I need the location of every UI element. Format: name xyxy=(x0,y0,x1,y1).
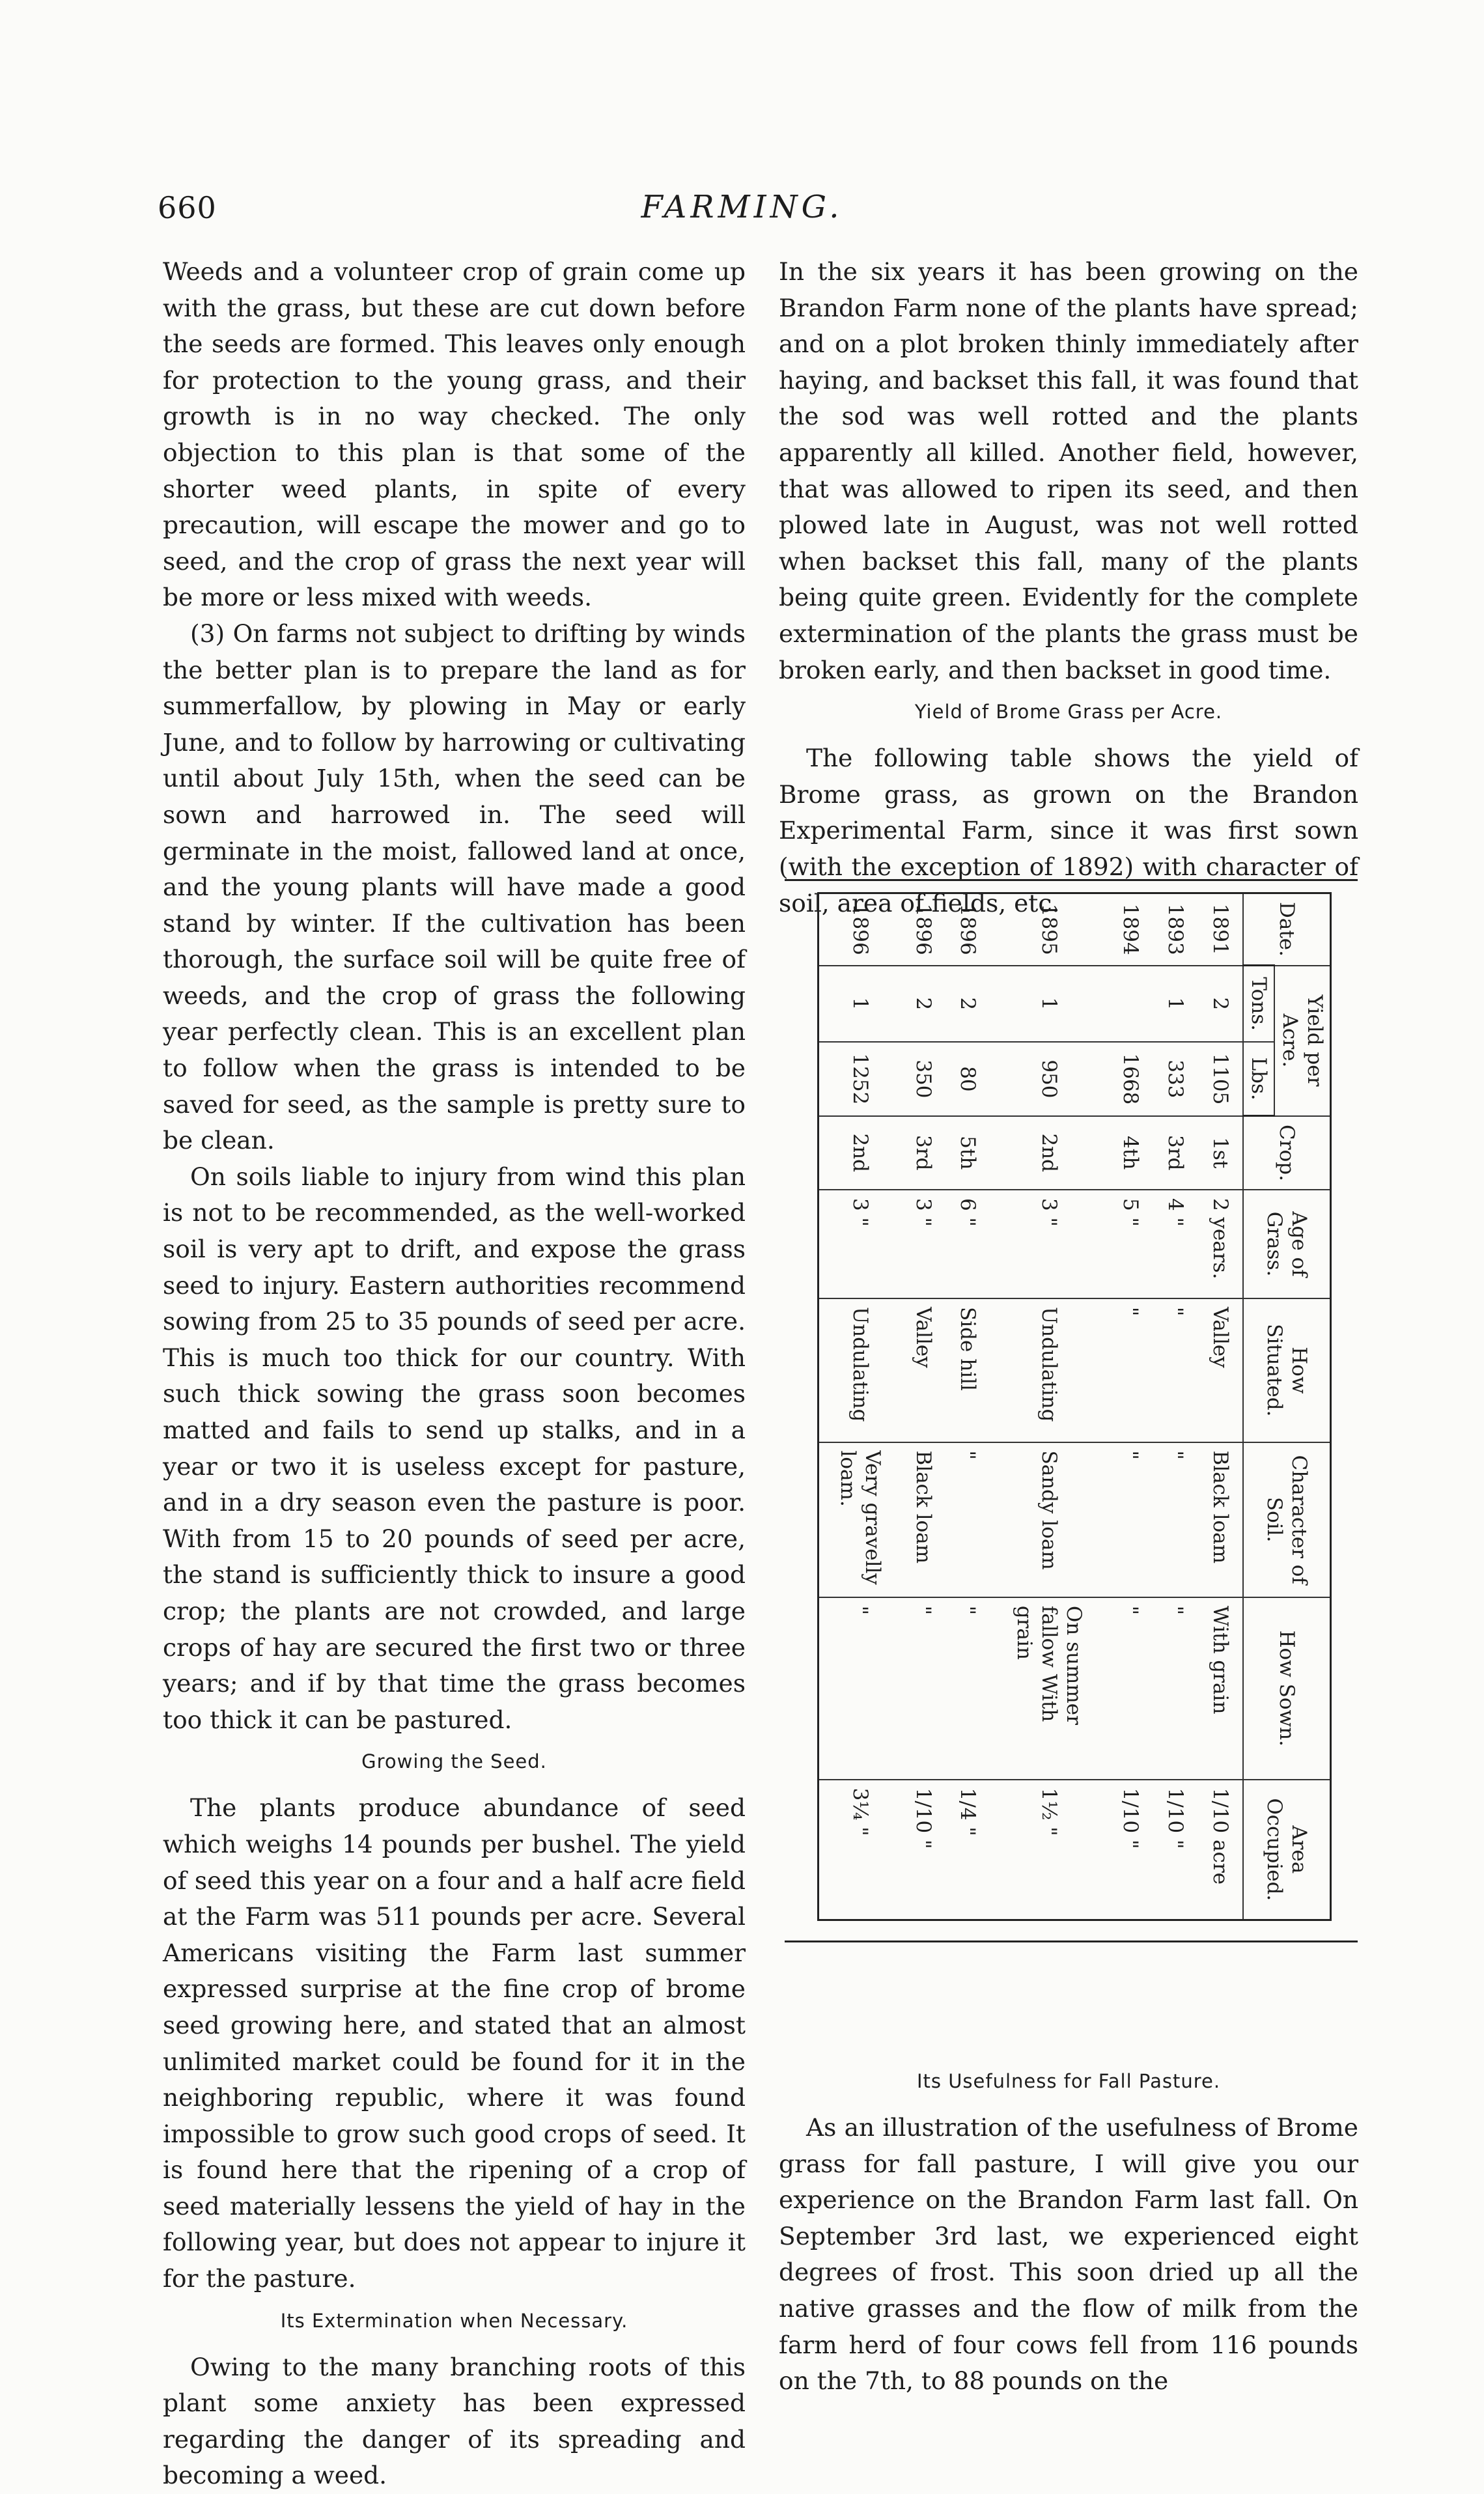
cell-soil: Black loam xyxy=(1197,1442,1243,1597)
cell-date: 1896 xyxy=(901,893,945,966)
cell-area: 1/4 " xyxy=(945,1780,990,1920)
cell-age: 2 years. xyxy=(1197,1190,1243,1298)
table-row xyxy=(819,893,901,1920)
cell-lbs: 350 xyxy=(901,1042,945,1115)
cell-area: 1½ " xyxy=(990,1780,1109,1920)
cell-sown: " xyxy=(1108,1597,1153,1780)
col-soil-header: Character of Soil. xyxy=(1243,1442,1331,1597)
section-heading: Its Usefulness for Fall Pasture. xyxy=(916,2070,1221,2093)
table-row xyxy=(901,893,945,1920)
col-situated-header: How Situated. xyxy=(1243,1298,1331,1442)
section-heading: Growing the Seed. xyxy=(361,1750,547,1773)
cell-soil: " xyxy=(1108,1442,1153,1597)
cell-crop: 3rd xyxy=(901,1116,945,1190)
cell-age: 4 " xyxy=(1153,1190,1197,1298)
cell-tons: 2 xyxy=(901,966,945,1043)
col-area-header: Area Occupied. xyxy=(1243,1780,1331,1920)
col-date-header: Date. xyxy=(1243,893,1331,966)
cell-lbs: 1252 xyxy=(819,1042,901,1115)
cell-tons: 1 xyxy=(819,966,901,1043)
cell-age: 3 " xyxy=(990,1190,1109,1298)
table-rule-top xyxy=(785,879,1358,881)
table-rule-bottom xyxy=(785,1941,1358,1942)
cell-tons: 2 xyxy=(945,966,990,1043)
cell-sown: " xyxy=(1153,1597,1197,1780)
cell-date: 1893 xyxy=(1153,893,1197,966)
cell-date: 1896 xyxy=(945,893,990,966)
cell-area: 3¼ " xyxy=(819,1780,901,1920)
left-column xyxy=(163,254,746,2494)
col-yield-header: Yield per Acre. xyxy=(1274,966,1331,1116)
col-lbs-header: Lbs. xyxy=(1243,1042,1274,1115)
cell-situated: Side hill xyxy=(945,1298,990,1442)
cell-sown: " xyxy=(819,1597,901,1780)
cell-soil: Black loam xyxy=(901,1442,945,1597)
cell-crop: 5th xyxy=(945,1116,990,1190)
cell-area: 1/10 " xyxy=(901,1780,945,1920)
running-head: FARMING. xyxy=(641,189,843,225)
cell-date: 1891 xyxy=(1197,893,1243,966)
cell-crop: 4th xyxy=(1108,1116,1153,1190)
cell-soil: Sandy loam xyxy=(990,1442,1109,1597)
col-age-header: Age of Grass. xyxy=(1243,1190,1331,1298)
cell-tons: 1 xyxy=(1153,966,1197,1043)
paragraph: The following table shows the yield of Brome grass, as grown on the Brandon Experimental Farm, since it was first sown (with the exception of 1892) with character of soil, area of fields, etc. xyxy=(779,744,1358,918)
paragraph: In the six years it has been growing on the Brandon Farm none of the plants have spread; and on a plot broken thinly immediately after haying, and backset this fall, it was found that the sod was well rotted and the plants apparently all killed. Another field, however, that was allowed to ripen its seed, and then plowed late in August, was not well rotted when backset this fall, many of the plants being quite green. Evidently for the complete extermination of the plants the grass must be broken early, and then backset in good time. xyxy=(779,257,1358,684)
paragraph: The plants produce abundance of seed which weighs 14 pounds per bushel. The yield of seed this year on a four and a half acre field at the Farm was 511 pounds per acre. Several Americans visiting the Farm last summer expressed surprise at the fine crop of brome seed growing here, and stated that an almost unlimited market could be found for it in the neighboring republic, where it was found impossible to grow such good crops of seed. It is found here that the ripening of a crop of seed materially lessens the yield of hay in the following year, but does not appear to injure it for the pasture. xyxy=(163,1793,746,2293)
cell-tons xyxy=(1108,966,1153,1043)
yield-table-area xyxy=(785,879,1358,1980)
cell-situated: Valley xyxy=(1197,1298,1243,1442)
paragraph: Weeds and a volunteer crop of grain come up with the grass, but these are cut down before the seeds are formed. This leaves only enough for protection to the young grass, and their growth is in no way checked. The only objection to this plan is that some of the shorter weed plants, in spite of every precaution, will escape the mower and go to seed, and the crop of grass the next year will be more or less mixed with weeds. xyxy=(163,257,746,612)
cell-age: 6 " xyxy=(945,1190,990,1298)
cell-age: 5 " xyxy=(1108,1190,1153,1298)
table-row xyxy=(1153,893,1197,1920)
cell-situated: " xyxy=(1153,1298,1197,1442)
table-row xyxy=(945,893,990,1920)
cell-lbs: 333 xyxy=(1153,1042,1197,1115)
cell-sown: On summer fallow With grain xyxy=(990,1597,1109,1780)
table-row xyxy=(1197,893,1243,1920)
cell-date: 1894 xyxy=(1108,893,1153,966)
col-tons-header: Tons. xyxy=(1243,966,1274,1043)
cell-tons: 1 xyxy=(990,966,1109,1043)
paragraph: (3) On farms not subject to drifting by winds the better plan is to prepare the land as for summerfallow, by plowing in May or early June, and to follow by harrowing or cultivating until about July 15th, when the seed can be sown and harrowed in. The seed will germinate in the moist, fallowed land at once, and the young plants will have made a good stand by winter. If the cultivation has been thorough, the surface soil will be quite free of weeds, and the crop of grass the following year perfectly clean. This is an excellent plan to follow when the grass is intended to be saved for seed, as the sample is pretty sure to be clean. xyxy=(163,619,746,1155)
cell-situated: Undulating xyxy=(990,1298,1109,1442)
cell-area: 1/10 " xyxy=(1108,1780,1153,1920)
cell-lbs: 80 xyxy=(945,1042,990,1115)
page-number: 660 xyxy=(158,190,217,225)
paragraph: As an illustration of the usefulness of Brome grass for fall pasture, I will give you our experience on the Brandon Farm last fall. On September 3rd last, we experienced eight degrees of frost. This soon dried up all the native grasses and the flow of milk from the farm herd of four cows fell from 116 pounds on the 7th, to 88 pounds on the xyxy=(779,2113,1358,2396)
section-heading: Yield of Brome Grass per Acre. xyxy=(914,701,1223,723)
col-crop-header: Crop. xyxy=(1243,1116,1331,1190)
cell-tons: 2 xyxy=(1197,966,1243,1043)
cell-age: 3 " xyxy=(901,1190,945,1298)
section-heading: Its Extermination when Necessary. xyxy=(280,2309,628,2332)
cell-crop: 2nd xyxy=(819,1116,901,1190)
cell-soil: Very gravelly loam. xyxy=(819,1442,901,1597)
cell-sown: " xyxy=(945,1597,990,1780)
cell-date: 1895 xyxy=(990,893,1109,966)
cell-crop: 1st xyxy=(1197,1116,1243,1190)
paragraph: On soils liable to injury from wind this plan is not to be recommended, as the well-worked soil is very apt to drift, and expose the grass seed to injury. Eastern authorities recommend sowing from 25 to 35 pounds of seed per acre. This is much too thick for our country. With such thick sowing the grass soon becomes matted and fails to send up stalks, and in a year or two it is useless except for pasture, and in a dry season even the pasture is poor. With from 15 to 20 pounds of seed per acre, the stand is sufficiently thick to insure a good crop; the plants are not crowded, and large crops of hay are secured the first two or three years; and if by that time the grass becomes too thick it can be pastured. xyxy=(163,1162,746,1734)
table-row xyxy=(1108,893,1153,1920)
cell-crop: 2nd xyxy=(990,1116,1109,1190)
rotated-table-wrapper xyxy=(817,892,1332,1921)
cell-lbs: 1668 xyxy=(1108,1042,1153,1115)
cell-soil: " xyxy=(1153,1442,1197,1597)
yield-table xyxy=(817,892,1332,1921)
cell-soil: " xyxy=(945,1442,990,1597)
cell-lbs: 950 xyxy=(990,1042,1109,1115)
paragraph: Owing to the many branching roots of this plant some anxiety has been expressed regarding the danger of its spreading and becoming a weed. xyxy=(163,2352,746,2490)
col-sown-header: How Sown. xyxy=(1243,1597,1331,1780)
table-row xyxy=(990,893,1109,1920)
cell-sown: " xyxy=(901,1597,945,1780)
cell-area: 1/10 acre xyxy=(1197,1780,1243,1920)
cell-area: 1/10 " xyxy=(1153,1780,1197,1920)
cell-date: 1896 xyxy=(819,893,901,966)
cell-situated: " xyxy=(1108,1298,1153,1442)
cell-lbs: 1105 xyxy=(1197,1042,1243,1115)
cell-situated: Valley xyxy=(901,1298,945,1442)
cell-sown: With grain xyxy=(1197,1597,1243,1780)
cell-age: 3 " xyxy=(819,1190,901,1298)
cell-crop: 3rd xyxy=(1153,1116,1197,1190)
cell-situated: Undulating xyxy=(819,1298,901,1442)
